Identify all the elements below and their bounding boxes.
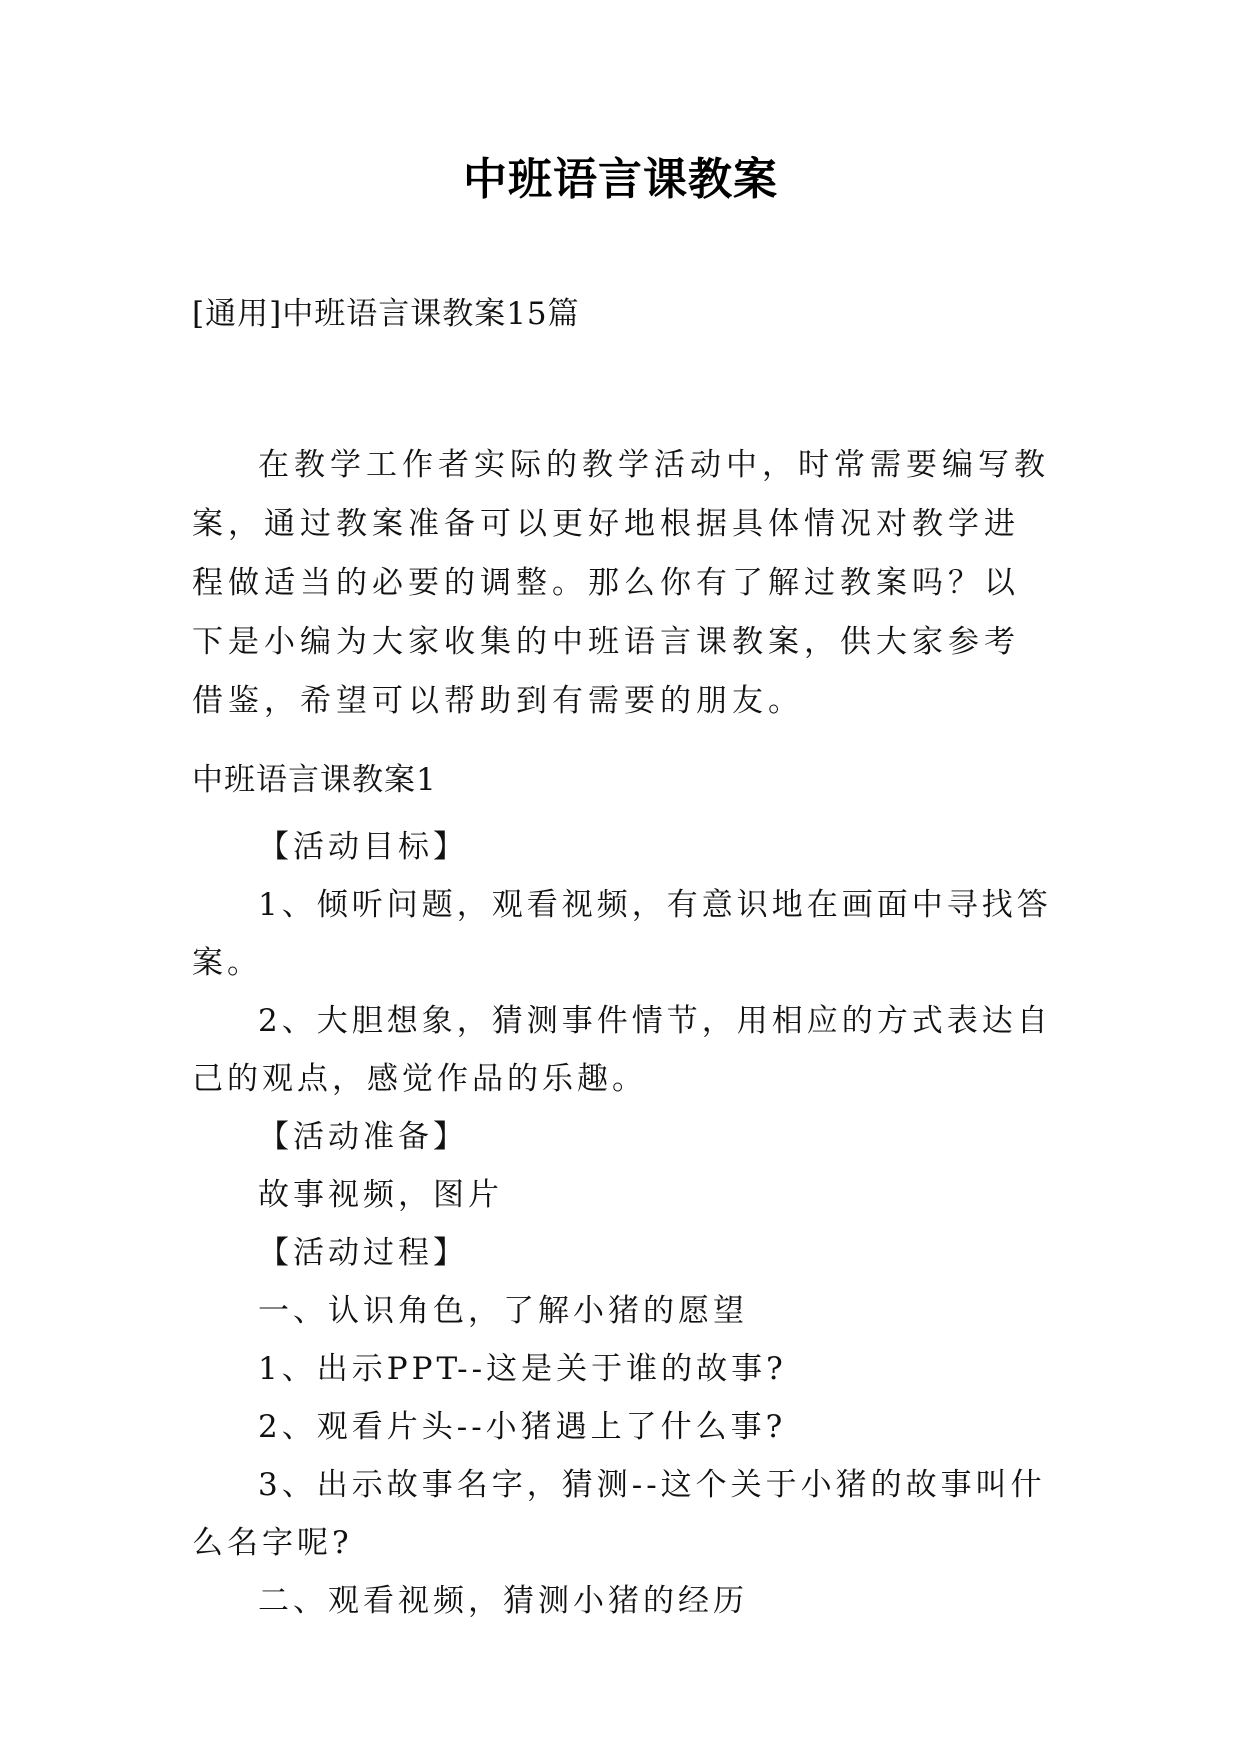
paragraph-step-one-item-3: 3、出示故事名字，猜测--这个关于小猪的故事叫什么名字呢? xyxy=(192,1467,1046,1561)
paragraph-step-one-item-1: 1、出示PPT--这是关于谁的故事? xyxy=(258,1351,787,1387)
section-heading: 中班语言课教案1 xyxy=(192,762,437,798)
paragraph-step-two: 二、观看视频，猜测小猪的经历 xyxy=(258,1583,748,1619)
paragraph-goal-1: 1、倾听问题，观看视频，有意识地在画面中寻找答案。 xyxy=(192,887,1052,981)
paragraph-step-one: 一、认识角色，了解小猪的愿望 xyxy=(258,1293,748,1329)
paragraph-activity-process-heading: 【活动过程】 xyxy=(258,1235,468,1271)
intro-paragraph: 在教学工作者实际的教学活动中，时常需要编写教案，通过教案准备可以更好地根据具体情况对教学进程做适当的必要的调整。那么你有了解过教案吗？以下是小编为大家收集的中班语言课教案，供大家参考借鉴，希望可以帮助到有需要的朋友。 xyxy=(192,447,1050,719)
paragraph-goal-2: 2、大胆想象，猜测事件情节，用相应的方式表达自己的观点，感觉作品的乐趣。 xyxy=(192,1003,1052,1097)
document-subtitle: [通用]中班语言课教案15篇 xyxy=(192,296,580,332)
paragraph-prep-materials: 故事视频，图片 xyxy=(258,1177,503,1213)
paragraph-activity-goals-heading: 【活动目标】 xyxy=(258,829,468,865)
paragraph-step-one-item-2: 2、观看片头--小猪遇上了什么事? xyxy=(258,1409,787,1445)
section-body xyxy=(192,818,1052,1630)
document-title: 中班语言课教案 xyxy=(463,154,778,205)
paragraph-activity-prep-heading: 【活动准备】 xyxy=(258,1119,468,1155)
